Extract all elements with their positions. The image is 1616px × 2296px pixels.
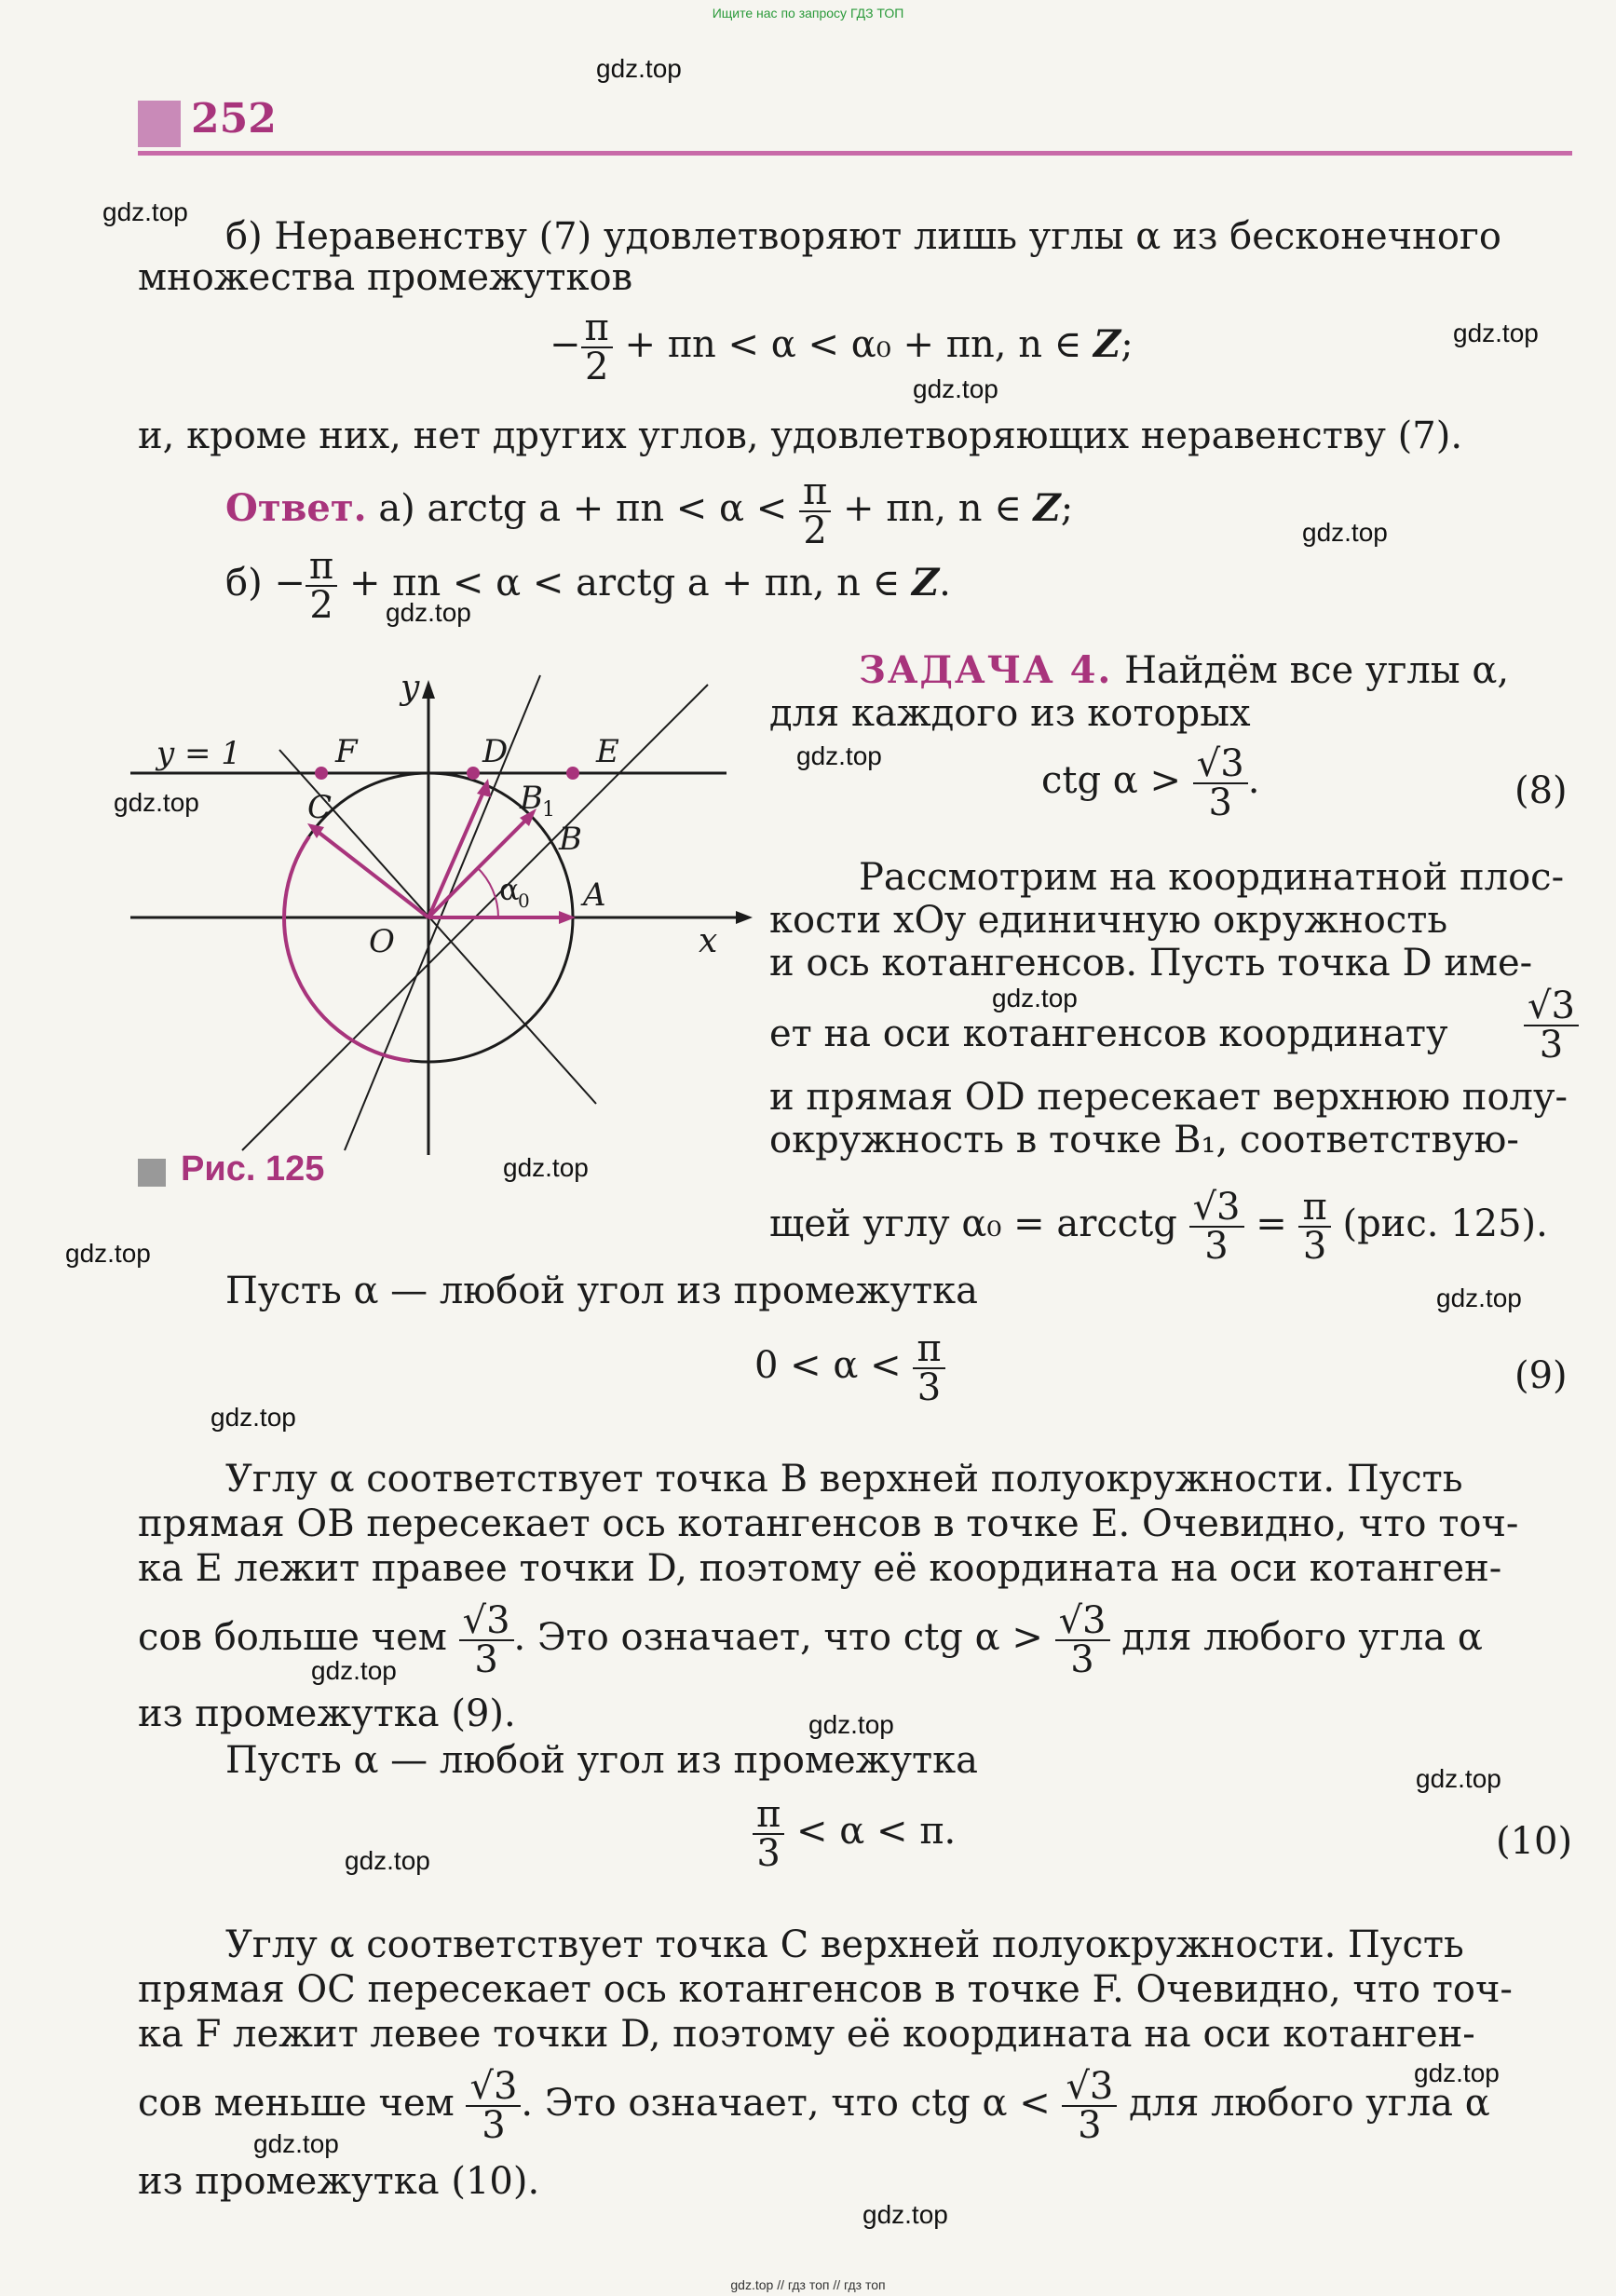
- denominator: 3: [482, 2104, 506, 2147]
- p7-ref: (рис. 125).: [1342, 1202, 1548, 1245]
- watermark: gdz.top: [992, 984, 1078, 1012]
- equation-9: [754, 1327, 945, 1409]
- watermark: gdz.top: [253, 2129, 339, 2158]
- bottom-banner: gdz.top // гдз топ // гдз топ: [730, 2277, 886, 2292]
- equation-number-9: (9): [1514, 1354, 1568, 1397]
- section-b-line3: и, кроме них, нет других углов, удовлетворяющих неравенству (7).: [138, 414, 1463, 457]
- body-line1: Пусть α — любой угол из промежутка: [225, 1270, 978, 1312]
- watermark: gdz.top: [913, 374, 998, 403]
- watermark: gdz.top: [1436, 1284, 1522, 1312]
- denominator: 3: [756, 1832, 781, 1875]
- watermark: gdz.top: [596, 54, 682, 83]
- label-a: A: [583, 876, 606, 914]
- denominator: 3: [1204, 1225, 1229, 1268]
- watermark: gdz.top: [102, 197, 188, 226]
- label-d: D: [482, 733, 509, 770]
- task4-inequality: ctg α > $\frac{√3}{3}$ .: [1041, 742, 1260, 824]
- task4-p3: и ось котангенсов. Пусть точка D име-: [769, 942, 1533, 985]
- watermark: gdz.top: [503, 1153, 589, 1182]
- section-b-formula: − $\frac{\pi}{2}$ + πn < α < α₀ + πn, n ∈ Z;: [550, 306, 1134, 388]
- equation-10: [753, 1793, 957, 1875]
- numerator: π: [1298, 1189, 1330, 1228]
- set-z: Z: [1033, 486, 1061, 530]
- vector-oc: [317, 831, 428, 917]
- figure-caption-marker: [138, 1159, 166, 1187]
- label-o: O: [369, 923, 395, 960]
- denominator: 3: [1070, 1638, 1094, 1681]
- watermark: gdz.top: [1416, 1764, 1501, 1793]
- task4-p5: и прямая OD пересекает верхнюю полу-: [769, 1076, 1568, 1119]
- answer-b-rest: + πn < α < arctg a + πn, n ∈: [348, 562, 901, 605]
- watermark: gdz.top: [1453, 319, 1539, 347]
- watermark: gdz.top: [345, 1846, 430, 1875]
- body-line5: [138, 1599, 1483, 1681]
- numerator: √3: [1193, 745, 1248, 784]
- figure-caption: Рис. 125: [181, 1149, 325, 1189]
- numerator: π: [581, 309, 613, 348]
- top-banner: Ищите нас по запросу ГДЗ ТОП: [712, 6, 904, 20]
- point-f: [315, 767, 328, 780]
- p7-text: щей углу α₀ = arcctg: [769, 1202, 1177, 1245]
- numerator: √3: [1524, 987, 1579, 1026]
- label-x-axis: x: [699, 922, 718, 960]
- set-z: Z: [911, 561, 940, 605]
- section-b-line1: б) Неравенству (7) удовлетворяют лишь углы α из бесконечного: [225, 215, 1501, 258]
- body-line2: Углу α соответствует точка B верхней полуокружности. Пусть: [225, 1458, 1463, 1501]
- task4-line1: [859, 648, 1509, 693]
- answer-b-text: б) −: [225, 562, 306, 605]
- denominator: 3: [1078, 2104, 1102, 2147]
- answer-a: Ответ. а) arctg a + πn < α < $\frac{\pi}{2}$ + πn, n ∈ Z;: [225, 470, 1074, 552]
- equation-number-10: (10): [1496, 1820, 1573, 1863]
- inequality-text: ctg α >: [1041, 759, 1182, 802]
- eq10-text: < α < π.: [796, 1810, 957, 1853]
- watermark: gdz.top: [386, 598, 471, 627]
- task4-p6: окружность в точке B₁, соответствую-: [769, 1119, 1519, 1162]
- numerator: √3: [1062, 2068, 1117, 2107]
- section-b-line2: множества промежутков: [138, 256, 633, 299]
- x-axis-arrow: [736, 911, 753, 924]
- label-alpha0: α: [499, 872, 520, 907]
- watermark: gdz.top: [1414, 2058, 1500, 2087]
- answer-a-text: а) arctg a + πn < α <: [378, 487, 788, 530]
- page-number: 252: [191, 95, 277, 143]
- numerator: π: [306, 548, 337, 587]
- watermark: gdz.top: [1302, 518, 1388, 547]
- denominator: 2: [803, 509, 827, 552]
- body-line7: Пусть α — любой угол из промежутка: [225, 1739, 978, 1782]
- watermark: gdz.top: [808, 1710, 894, 1739]
- label-b1-subscript: 1: [542, 798, 555, 822]
- body-line3: прямая OB пересекает ось котангенсов в точке E. Очевидно, что точ-: [138, 1502, 1519, 1545]
- denominator: 2: [584, 346, 609, 388]
- body-line9: прямая OC пересекает ось котангенсов в точке F. Очевидно, что точ-: [138, 1968, 1513, 2011]
- numerator: √3: [1189, 1189, 1244, 1228]
- angle-alpha0-arc: [477, 867, 498, 917]
- numerator: √3: [459, 1602, 514, 1641]
- body-line4: ка E лежит правее точки D, поэтому её координата на оси котанген-: [138, 1547, 1502, 1590]
- body-line8: Углу α соответствует точка C верхней полуокружности. Пусть: [225, 1923, 1464, 1966]
- answer-b: б) − $\frac{\pi}{2}$ + πn < α < arctg a + πn, n ∈ Z.: [225, 545, 951, 627]
- label-y-equals-1: y = 1: [156, 735, 241, 772]
- label-f: F: [335, 733, 358, 770]
- l11-text-c: для любого угла α: [1129, 2082, 1490, 2125]
- task4-label: ЗАДАЧА 4.: [859, 648, 1113, 692]
- figure-125: [130, 671, 764, 1155]
- watermark: gdz.top: [862, 2200, 948, 2229]
- denominator: 2: [309, 584, 333, 627]
- label-b1: B: [520, 780, 543, 817]
- l11-text-b: . Это означает, что ctg α <: [521, 2082, 1051, 2125]
- numerator: π: [753, 1796, 784, 1835]
- watermark: gdz.top: [210, 1403, 296, 1432]
- numerator: π: [799, 473, 831, 512]
- watermark: gdz.top: [311, 1656, 397, 1685]
- label-c: C: [307, 789, 333, 826]
- l5-text-c: для любого угла α: [1121, 1616, 1483, 1659]
- denominator: 3: [1208, 781, 1232, 824]
- l5-text-b: . Это означает, что ctg α >: [513, 1616, 1043, 1659]
- l11-text-a: сов меньше чем: [138, 2082, 455, 2125]
- denominator: 3: [1539, 1024, 1564, 1066]
- formula-text: + πn < α < α₀ + πn, n ∈: [624, 323, 1093, 366]
- vector-ob1: [428, 790, 484, 917]
- label-b: B: [559, 821, 582, 858]
- body-line6: из промежутка (9).: [138, 1692, 516, 1735]
- body-line12: из промежутка (10).: [138, 2160, 540, 2203]
- numerator: π: [913, 1330, 944, 1369]
- eq9-text: 0 < α <: [754, 1344, 902, 1387]
- body-line10: ка F лежит левее точки D, поэтому её координата на оси котанген-: [138, 2013, 1475, 2056]
- line-od: [345, 675, 540, 1150]
- fraction-pi-over-2: [581, 306, 613, 388]
- l5-text-a: сов больше чем: [138, 1616, 447, 1659]
- label-y-axis: y: [401, 671, 420, 707]
- denominator: 3: [917, 1366, 942, 1409]
- task4-text: Найдём все углы α,: [1124, 649, 1510, 692]
- task4-p1: Рассмотрим на координатной плос-: [859, 856, 1565, 899]
- body-line11: [138, 2065, 1490, 2147]
- answer-a-rest: + πn, n ∈: [843, 487, 1022, 530]
- page-number-block: [138, 101, 181, 147]
- denominator: 3: [1302, 1225, 1327, 1268]
- denominator: 3: [474, 1638, 498, 1681]
- header-rule: [138, 151, 1572, 156]
- watermark: gdz.top: [796, 741, 882, 770]
- task4-line2: для каждого из которых: [769, 692, 1251, 735]
- watermark: gdz.top: [65, 1239, 151, 1268]
- point-e: [566, 767, 579, 780]
- numerator: √3: [466, 2068, 521, 2107]
- task4-p4-frac: [1524, 987, 1579, 1064]
- numerator: √3: [1055, 1602, 1110, 1641]
- p7-equals: =: [1256, 1202, 1287, 1245]
- answer-label: Ответ.: [225, 486, 367, 530]
- point-d: [467, 767, 480, 780]
- equation-number-8: (8): [1514, 769, 1568, 812]
- watermark: gdz.top: [114, 788, 199, 817]
- y-axis-arrow: [422, 680, 435, 699]
- label-alpha0-subscript: 0: [518, 890, 530, 912]
- task4-p2: кости xOy единичную окружность: [769, 899, 1448, 942]
- set-z: Z: [1093, 322, 1121, 366]
- task4-p7: [769, 1186, 1548, 1268]
- task4-p4: ет на оси котангенсов координату: [769, 1012, 1448, 1055]
- label-e: E: [596, 733, 619, 770]
